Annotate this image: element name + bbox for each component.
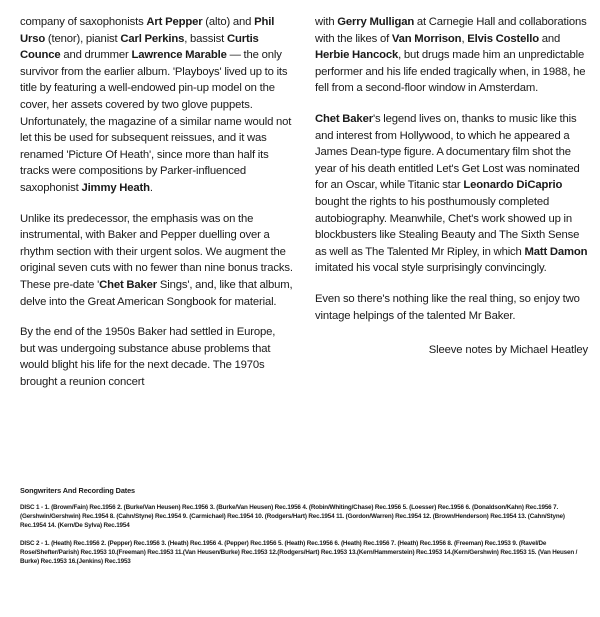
emphasis: Jimmy Heath [81,181,150,194]
emphasis: Gerry Mulligan [337,16,415,28]
paragraph: Unlike its predecessor, the emphasis was on the instrumental, with Baker and Pepper duelling over a rhythm section with their urgent solos. We augment the original seven cuts with no fewer than nine bonus tracks. These pre-date 'Chet Baker Sings', and, like that album, delve into the Great American Songbook for material. [20,212,293,308]
emphasis: Matt Damon [524,245,588,258]
disc-two-credits: DISC 2 - 1. (Heath) Rec.1956 2. (Pepper) Rec.1956 3. (Heath) Rec.1956 4. (Pepper) Rec.1956 5. (Heath) Rec.1956 6. (Heath) Rec.1956 7. (Heath) Rec.1956 8. (Freeman) Rec.1953 9. (Ravel/De Rose/Shefter/Parish) Rec.1953 10.(Freeman) Rec.1953 11.(Van Heusen/Burke) Rec.1953 12.(Rodgers/Hart) Rec.1953 13.(Kern/Hammerstein) Rec.1953 14.(Kern/Gershwin) Rec.1953 15. (Van Heusen / Burke) Rec.1953 16.(Jenkins) Rec.1953 [20,539,578,566]
emphasis: Curtis Counce [20,32,259,62]
paragraph: company of saxophonists Art Pepper (alto) and Phil Urso (tenor), pianist Carl Perkins, bassist Curtis Counce and drummer Lawrence Marable — the only survivor from the earlier album. 'Playboys' lived up to its title by featuring a well-endowed pin-up model on the cover, her assets covered by two glove puppets. Unfortunately, the magazine of a similar name would not let this be used for subsequent reissues, and it was renamed 'Picture Of Heath', since more than half its tracks were compositions by Parker-influenced saxophonist Jimmy Heath. [20,16,292,194]
paragraph: By the end of the 1950s Baker had settled in Europe, but was undergoing substance abuse problems that would blight his life for the next decade. The 1970s brought a reunion concert [20,326,276,388]
emphasis: Leonardo DiCaprio [463,179,563,192]
emphasis: Art Pepper [146,16,203,28]
disc-one-credits: DISC 1 - 1. (Brown/Fain) Rec.1956 2. (Burke/Van Heusen) Rec.1956 3. (Burke/Van Heusen) Rec.1956 4. (Robin/Whiting/Chase) Rec.1956 5. (Loesser) Rec.1956 6. (Donaldson/Kahn) Rec.1956 7. (Gershwin/Gershwin) Rec.1954 8. (Cahn/Styne) Rec.1954 9. (Carmichael) Rec.1954 10. (Rodgers/Hart) Rec.1954 11. (Gordon/Warren) Rec.1954 12. (Brown/Henderson) Rec.1954 13. (Cahn/Styne) Rec.1954 14. (Kern/De Sylva) Rec.1954 [20,504,565,530]
emphasis: Carl Perkins [120,32,185,45]
emphasis: Chet Baker [99,278,158,291]
right-column [315,14,588,359]
emphasis: Herbie Hancock [315,49,399,62]
paragraph: Chet Baker's legend lives on, thanks to music like this and interest from Hollywood, to which he appeared a James Dean-type figure. A documentary film shot the year of his death entitled Let's Get Lost was nominated for an Oscar, while Titanic star Leonardo DiCaprio bought the rights to his posthumously completed autobiography. Meanwhile, Chet's work showed up in blockbusters like Stealing Beauty and The Sixth Sense as well as The Talented Mr Ripley, in which Matt Damon imitated his vocal style surprisingly convincingly. [315,112,588,275]
two-column-body [20,14,588,390]
emphasis: Van Morrison [391,32,462,45]
credits-heading: Songwriters And Recording Dates [20,486,136,495]
left-column [20,14,293,390]
emphasis: Lawrence Marable [131,49,227,62]
paragraph: with Gerry Mulligan at Carnegie Hall and collaborations with the likes of Van Morrison, Elvis Costello and Herbie Hancock, but drugs made him an unpredictable performer and his life ended tragically when, in 1988, he fell from a second-floor window in Amsterdam. [315,16,587,95]
emphasis: Chet Baker [315,112,373,125]
sleeve-notes-credit: Sleeve notes by Michael Heatley [428,344,588,357]
paragraph: Even so there's nothing like the real thing, so enjoy two vintage helpings of the talented Mr Baker. [315,292,580,322]
credits-section [20,486,580,566]
emphasis: Elvis Costello [467,32,539,45]
emphasis: Phil Urso [20,16,275,45]
